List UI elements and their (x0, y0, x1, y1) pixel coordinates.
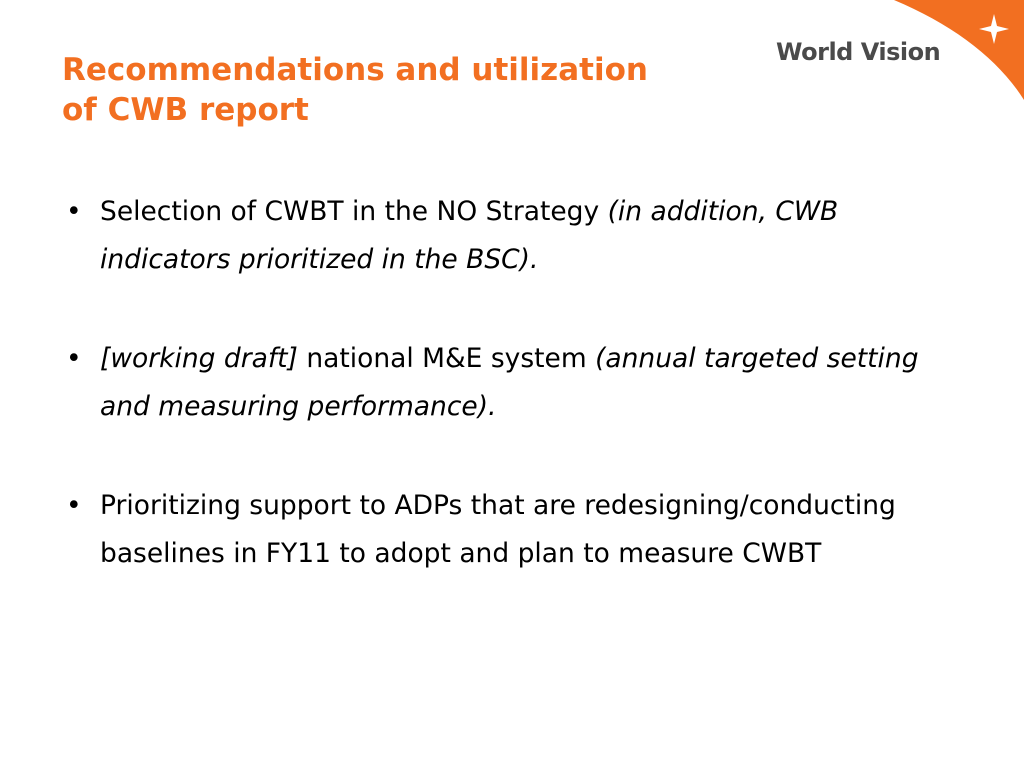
world-vision-logo (764, 0, 1024, 110)
bullet-text: Prioritizing support to ADPs that are redesigning/conducting baselines in FY11 to adopt and plan to measure CWBT (100, 490, 896, 569)
bullet-text: Selection of CWBT in the NO Strategy (100, 196, 608, 227)
bullet-list (62, 188, 962, 629)
slide-title (62, 50, 752, 130)
bullet-note: (in addition, CWB indicators prioritized in the BSC). (100, 196, 839, 275)
bullet-note: [working draft] (100, 343, 298, 374)
logo-text: World Vision (776, 38, 941, 66)
bullet-item (62, 335, 962, 431)
title-line-1: Recommendations and utilization (62, 52, 648, 88)
bullet-item (62, 188, 962, 284)
bullet-text: national M&E system (297, 343, 596, 374)
title-line-2: of CWB report (62, 92, 309, 128)
bullet-note: (annual targeted setting and measuring performance). (100, 343, 919, 422)
bullet-item (62, 482, 962, 578)
